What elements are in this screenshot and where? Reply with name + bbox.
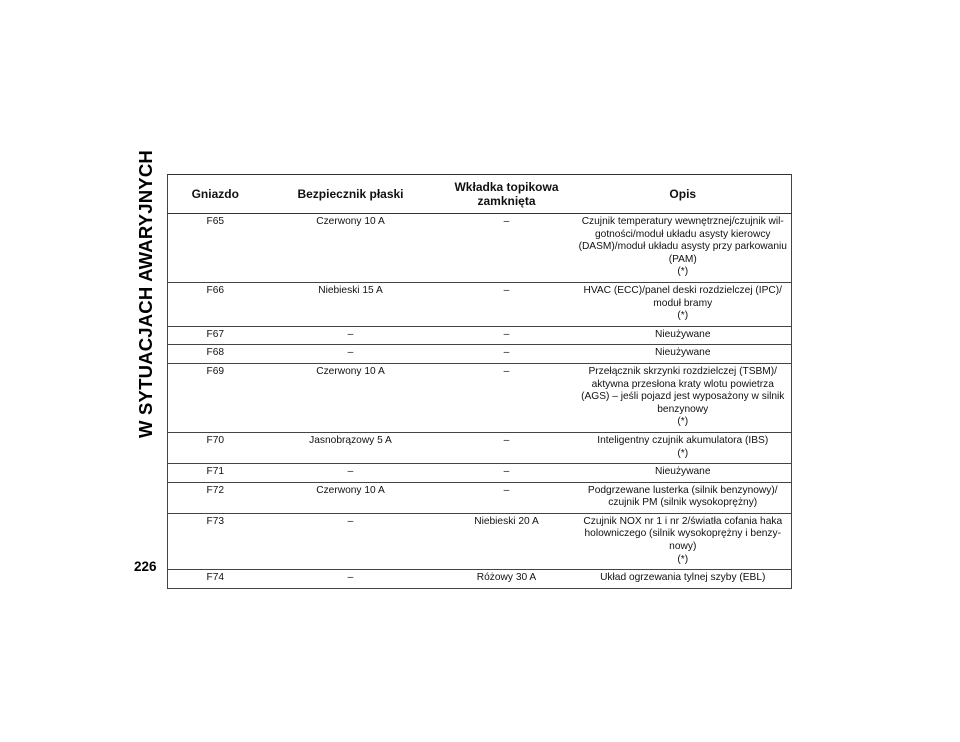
socket-cell: F73	[168, 513, 263, 569]
blade-fuse-cell: Czerwony 10 A	[263, 482, 439, 513]
table-row	[168, 345, 792, 364]
table-body	[168, 214, 792, 589]
description-line: Inteligentny czujnik akumulatora (IBS)	[597, 434, 769, 446]
table-row	[168, 570, 792, 589]
cartridge-fuse-cell: –	[439, 214, 575, 283]
cartridge-fuse-cell: –	[439, 482, 575, 513]
header-description: Opis	[575, 175, 792, 214]
blade-fuse-cell: –	[263, 464, 439, 483]
description-cell	[575, 282, 792, 326]
description-line: Nieużywane	[655, 347, 711, 359]
blade-fuse-cell: –	[263, 326, 439, 345]
description-line: gotności/moduł układu asysty kierowcy	[594, 228, 771, 240]
table-row	[168, 363, 792, 432]
table-row	[168, 282, 792, 326]
description-line: Podgrzewane lusterka (silnik benzynowy)/	[587, 484, 778, 496]
socket-cell: F67	[168, 326, 263, 345]
table-row	[168, 482, 792, 513]
socket-cell: F70	[168, 432, 263, 463]
page-number: 226	[134, 559, 157, 574]
description-cell	[575, 570, 792, 589]
socket-cell: F71	[168, 464, 263, 483]
description-cell	[575, 513, 792, 569]
blade-fuse-cell: –	[263, 570, 439, 589]
table-row	[168, 464, 792, 483]
description-line: Układ ogrzewania tylnej szyby (EBL)	[600, 572, 766, 584]
description-cell	[575, 464, 792, 483]
cartridge-fuse-cell: –	[439, 363, 575, 432]
description-cell	[575, 345, 792, 364]
table-row	[168, 214, 792, 283]
description-line: (AGS) – jeśli pojazd jest wyposażony w silnik	[581, 391, 785, 403]
description-line: holowniczego (silnik wysokoprężny i benzy-	[584, 528, 781, 540]
socket-cell: F66	[168, 282, 263, 326]
socket-cell: F69	[168, 363, 263, 432]
cartridge-fuse-cell: Różowy 30 A	[439, 570, 575, 589]
description-cell	[575, 363, 792, 432]
header-socket: Gniazdo	[168, 175, 263, 214]
description-line: czujnik PM (silnik wysokoprężny)	[608, 497, 758, 509]
description-line: Czujnik temperatury wewnętrznej/czujnik wil-	[581, 216, 784, 227]
blade-fuse-cell: –	[263, 513, 439, 569]
cartridge-fuse-cell: –	[439, 282, 575, 326]
description-cell	[575, 326, 792, 345]
table-row	[168, 326, 792, 345]
description-line: Nieużywane	[655, 466, 711, 478]
description-line: (*)	[677, 447, 689, 459]
socket-cell: F68	[168, 345, 263, 364]
description-line: Nieużywane	[655, 328, 711, 340]
description-line: Czujnik NOX nr 1 i nr 2/światła cofania haka	[583, 515, 783, 527]
blade-fuse-cell: –	[263, 345, 439, 364]
cartridge-fuse-cell: –	[439, 345, 575, 364]
socket-cell: F65	[168, 214, 263, 283]
blade-fuse-cell: Jasnobrązowy 5 A	[263, 432, 439, 463]
description-line: moduł bramy	[653, 297, 713, 309]
cartridge-fuse-cell: Niebieski 20 A	[439, 513, 575, 569]
description-line: aktywna przesłona kraty wlotu powietrza	[591, 378, 774, 390]
description-line: Przełącznik skrzynki rozdzielczej (TSBM)/	[588, 365, 777, 377]
section-title: W SYTUACJACH AWARYJNYCH	[135, 150, 156, 438]
description-cell	[575, 432, 792, 463]
description-line: (DASM)/moduł układu asysty przy parkowaniu	[578, 241, 787, 253]
socket-cell: F72	[168, 482, 263, 513]
blade-fuse-cell: Czerwony 10 A	[263, 214, 439, 283]
description-cell	[575, 482, 792, 513]
table-header-row	[168, 175, 792, 214]
blade-fuse-cell: Czerwony 10 A	[263, 363, 439, 432]
fuse-table	[167, 174, 792, 589]
description-cell	[575, 214, 792, 283]
description-line: (PAM)	[668, 253, 697, 265]
description-line: HVAC (ECC)/panel deski rozdzielczej (IPC)/	[583, 284, 783, 296]
table-row	[168, 432, 792, 463]
description-line: (*)	[677, 416, 689, 428]
socket-cell: F74	[168, 570, 263, 589]
description-line: nowy)	[669, 541, 697, 553]
cartridge-fuse-cell: –	[439, 432, 575, 463]
description-line: (*)	[677, 310, 689, 322]
blade-fuse-cell: Niebieski 15 A	[263, 282, 439, 326]
header-blade-fuse: Bezpiecznik płaski	[263, 175, 439, 214]
description-line: benzynowy	[657, 403, 709, 415]
description-line: (*)	[677, 553, 689, 565]
cartridge-fuse-cell: –	[439, 464, 575, 483]
table-row	[168, 513, 792, 569]
cartridge-fuse-cell: –	[439, 326, 575, 345]
header-cartridge-fuse: Wkładka topikowa zamknięta	[439, 175, 575, 214]
description-line: (*)	[677, 266, 689, 278]
